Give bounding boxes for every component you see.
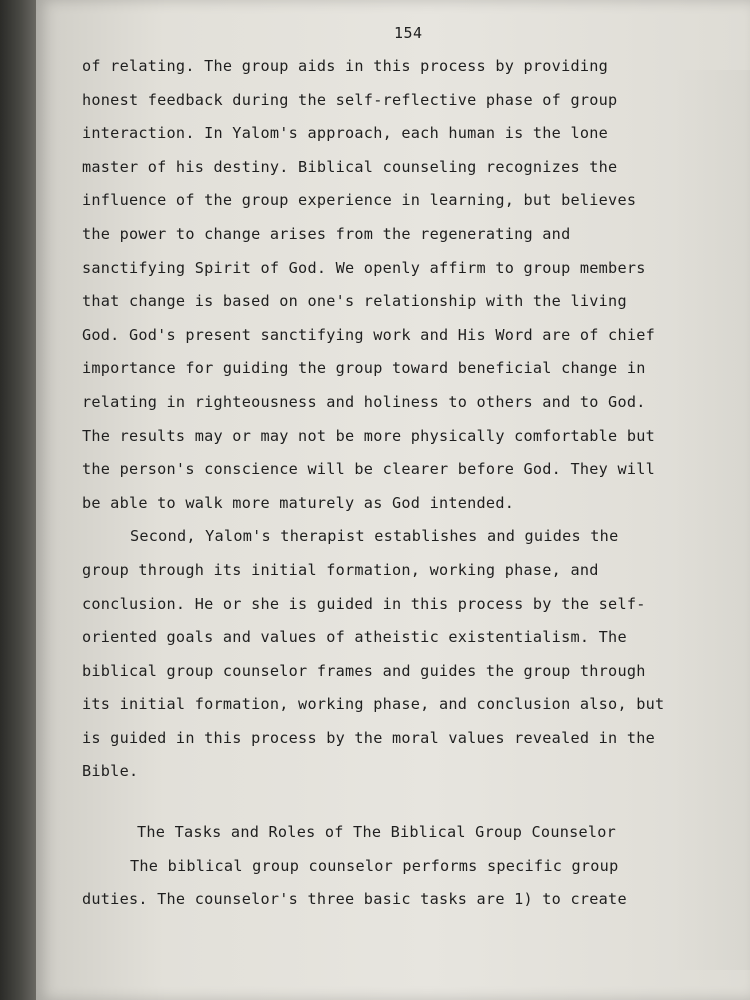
text-line: group through its initial formation, working phase, and	[82, 560, 599, 579]
book-spine-shadow	[0, 0, 38, 1000]
page-body	[82, 50, 712, 917]
text-line: honest feedback during the self-reflective phase of group	[82, 90, 618, 109]
text-line: The biblical group counselor performs specific group	[130, 856, 619, 875]
paragraph-two	[82, 520, 712, 789]
text-line: master of his destiny. Biblical counseling recognizes the	[82, 157, 618, 176]
text-line: interaction. In Yalom's approach, each human is the lone	[82, 124, 609, 143]
paragraph-one	[82, 50, 712, 520]
text-line: sanctifying Spirit of God. We openly affirm to group members	[82, 258, 646, 277]
text-line: duties. The counselor's three basic tasks are 1) to create	[82, 890, 627, 909]
text-line: its initial formation, working phase, and conclusion also, but	[82, 695, 665, 714]
text-line: biblical group counselor frames and guides the group through	[82, 661, 646, 680]
paragraph-three	[82, 850, 712, 917]
text-line: influence of the group experience in learning, but believes	[82, 191, 637, 210]
text-line: God. God's present sanctifying work and His Word are of chief	[82, 325, 656, 344]
text-line: oriented goals and values of atheistic existentialism. The	[82, 628, 627, 647]
text-line: The results may or may not be more physically comfortable but	[82, 426, 656, 445]
text-line: Second, Yalom's therapist establishes and guides the	[130, 527, 619, 546]
text-line: of relating. The group aids in this process by providing	[82, 57, 609, 75]
section-spacer	[82, 789, 712, 816]
text-line: importance for guiding the group toward beneficial change in	[82, 359, 646, 378]
text-line: is guided in this process by the moral values revealed in the	[82, 728, 656, 747]
text-line: relating in righteousness and holiness to others and to God.	[82, 392, 646, 411]
text-line: Bible.	[82, 762, 139, 781]
document-page	[36, 0, 750, 1000]
text-line: conclusion. He or she is guided in this process by the self-	[82, 594, 646, 613]
section-heading: The Tasks and Roles of The Biblical Group Counselor	[137, 823, 617, 842]
page-number: 154	[394, 24, 423, 42]
text-line: be able to walk more maturely as God intended.	[82, 493, 515, 512]
text-line: that change is based on one's relationship with the living	[82, 292, 627, 311]
text-line: the power to change arises from the regenerating and	[82, 224, 571, 243]
text-line: the person's conscience will be clearer before God. They will	[82, 460, 656, 479]
